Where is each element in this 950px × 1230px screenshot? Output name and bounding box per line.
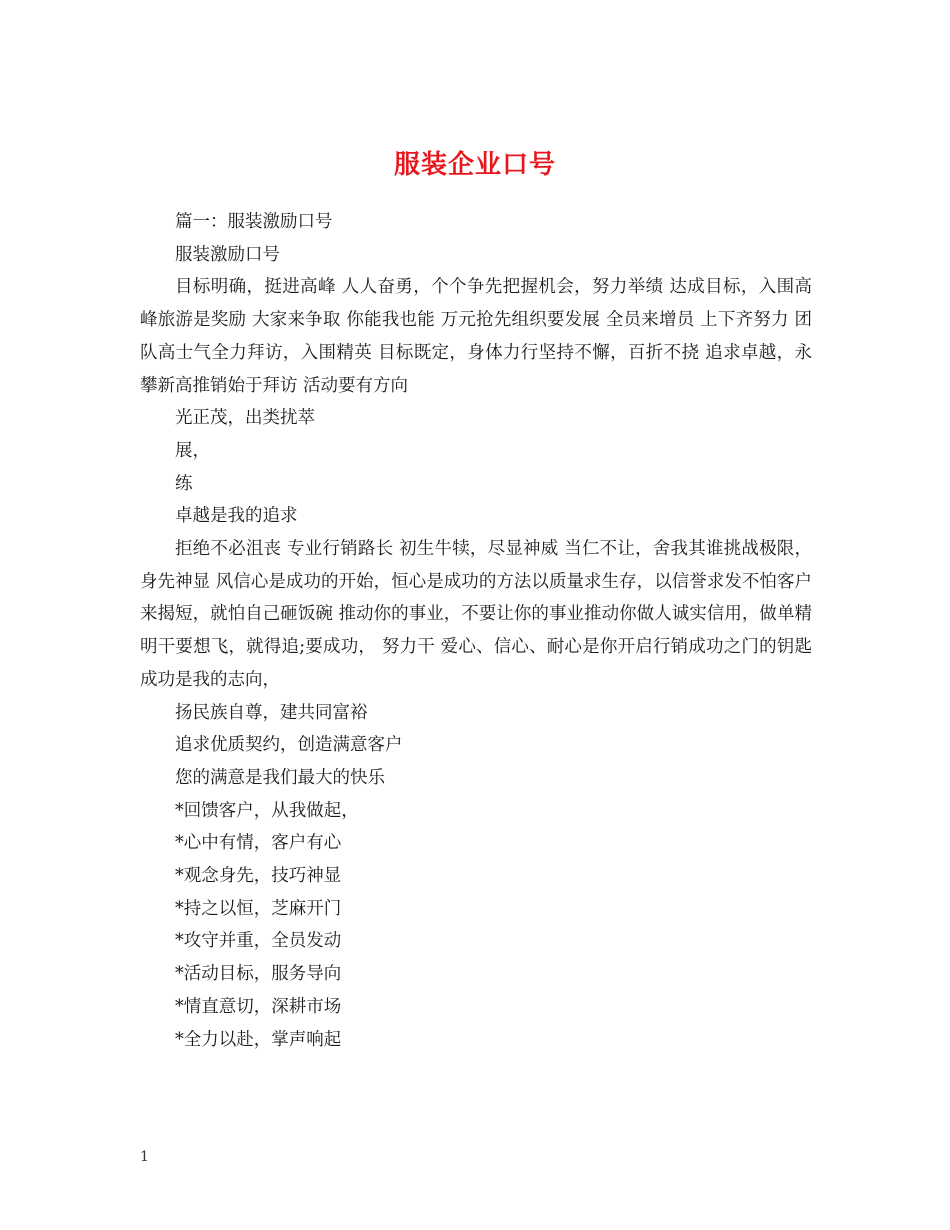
- paragraph-line: 光正茂，出类扰萃: [175, 408, 315, 429]
- paragraph-line: 练: [175, 473, 193, 494]
- bullet-line: *观念身先，技巧神显: [175, 866, 342, 887]
- paragraph-line: 卓越是我的追求: [175, 506, 298, 527]
- bullet-line: *心中有情，客户有心: [175, 833, 342, 854]
- paragraph-slogans-block-2: 拒绝不必沮丧 专业行销路长 初生牛犊，尽显神威 当仁不让，舍我其谁挑战极限，身先神显 风信心是成功的开始，恒心是成功的方法以质量求生存，以信誉求发不怕客户来揭短，就怕自己砸饭碗 推动你的事业，不要让你的事业推动你做人诚实信用，做单精明干要想飞，就得追;要成功， 努力干 爱心、信心、耐心是你开启行销成功之门的钥匙成功是我的志向，: [140, 539, 812, 690]
- paragraph-slogans-block-1: 目标明确，挺进高峰 人人奋勇，个个争先把握机会，努力举绩 达成目标，入围高峰旅游是奖励 大家来争取 你能我也能 万元抢先组织要发展 全员来增员 上下齐努力 团队高士气全力拜访，入围精英 目标既定，身体力行坚持不懈，百折不挠 追求卓越，永攀新高推销始于拜访 活动要有方向: [140, 277, 812, 396]
- page-number: 1: [140, 1149, 149, 1165]
- bullet-line: *回馈客户，从我做起，: [175, 800, 359, 821]
- paragraph-line: 您的满意是我们最大的快乐: [175, 767, 385, 788]
- bullet-line: *活动目标，服务导向: [175, 964, 342, 985]
- document-body: [140, 206, 812, 1056]
- bullet-line: *持之以恒，芝麻开门: [175, 898, 342, 919]
- bullet-line: *攻守并重，全员发动: [175, 931, 342, 952]
- document-title: 服装企业口号: [393, 150, 556, 181]
- paragraph-line: 追求优质契约，创造满意客户: [175, 735, 403, 756]
- bullet-line: *情直意切，深耕市场: [175, 996, 342, 1017]
- bullet-line: *全力以赴，掌声响起: [175, 1029, 342, 1050]
- paragraph-line: 展，: [175, 440, 210, 461]
- paragraph-line: 扬民族自尊，建共同富裕: [175, 702, 368, 723]
- paragraph-subheading: 服装激励口号: [175, 244, 280, 265]
- paragraph-section-heading: 篇一：服装激励口号: [175, 212, 333, 232]
